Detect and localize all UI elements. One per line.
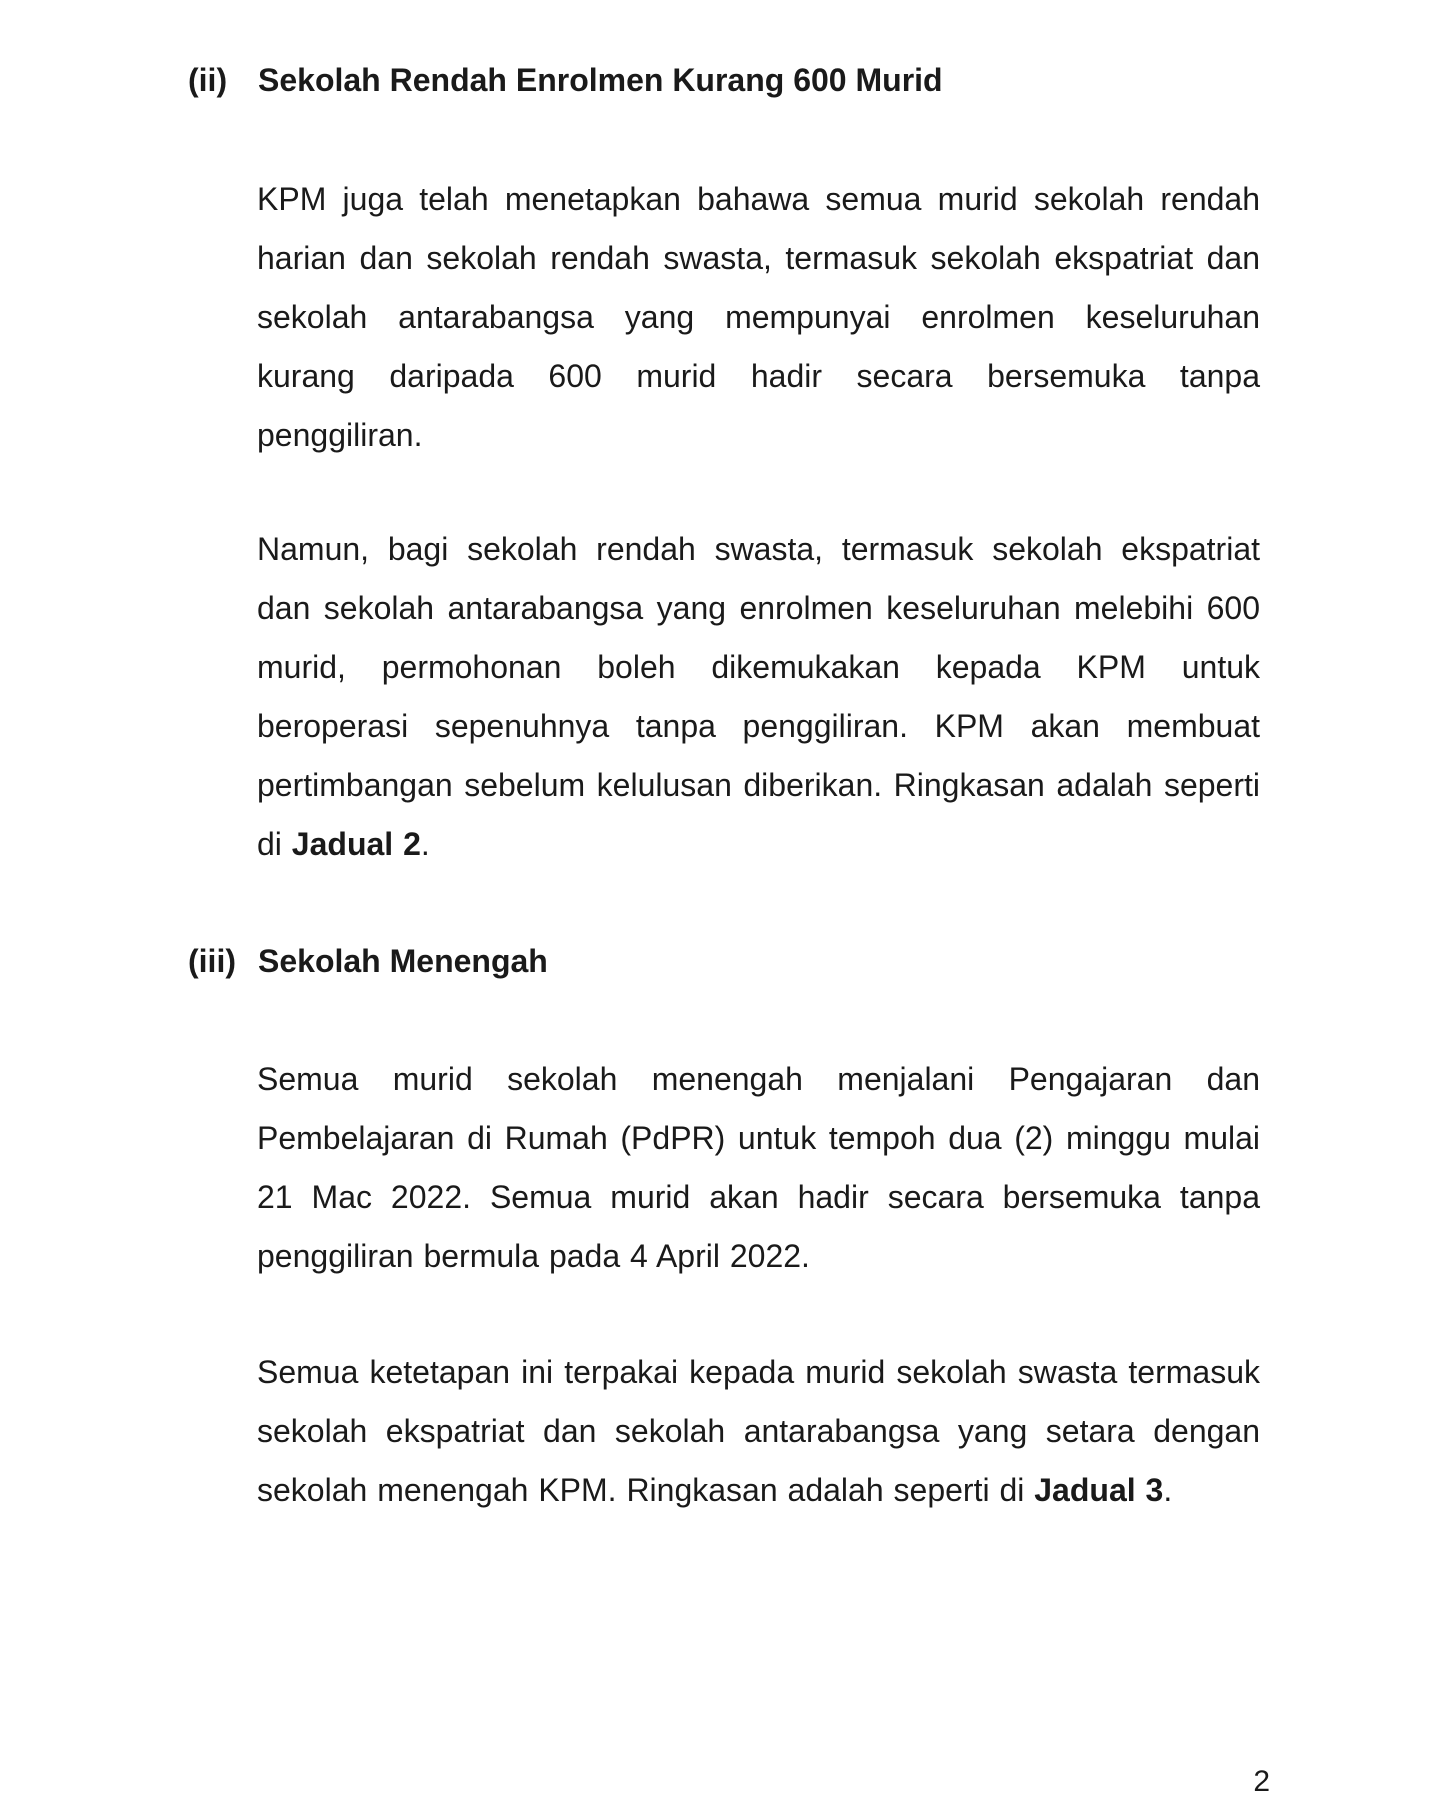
- paragraph: [257, 1343, 1260, 1520]
- paragraph: [257, 520, 1260, 874]
- paragraph: [257, 1050, 1260, 1286]
- paragraph-suffix: .: [1163, 1472, 1173, 1508]
- paragraph-text: Namun, bagi sekolah rendah swasta, termasuk sekolah ekspatriat dan sekolah antarabangsa yang enrolmen keseluruhan melebihi 600 murid, permohonan boleh dikemukakan kepada KPM untuk beroperasi sepenuhnya tanpa penggiliran. KPM akan membuat pertimbangan sebelum kelulusan diberikan. Ringkasan adalah seperti di: [257, 531, 1260, 862]
- section-heading-iii: [188, 941, 548, 981]
- table-reference: Jadual 3: [1034, 1472, 1164, 1508]
- section-title: Sekolah Menengah: [258, 943, 548, 979]
- page-number: 2: [1253, 1765, 1270, 1798]
- paragraph-text: KPM juga telah menetapkan bahawa semua murid sekolah rendah harian dan sekolah rendah swasta, termasuk sekolah ekspatriat dan sekolah antarabangsa yang mempunyai enrolmen keseluruhan kurang daripada 600 murid hadir secara bersemuka tanpa penggiliran.: [257, 181, 1260, 453]
- paragraph-suffix: .: [420, 826, 430, 862]
- paragraph-text: Semua murid sekolah menengah menjalani Pengajaran dan Pembelajaran di Rumah (PdPR) untuk tempoh dua (2) minggu mulai 21 Mac 2022. Semua murid akan hadir secara bersemuka tanpa penggiliran bermula pada 4 April 2022.: [257, 1061, 1260, 1274]
- paragraph: [257, 170, 1260, 465]
- section-title: Sekolah Rendah Enrolmen Kurang 600 Murid: [258, 62, 943, 98]
- paragraph-text: Semua ketetapan ini terpakai kepada murid sekolah swasta termasuk sekolah ekspatriat dan sekolah antarabangsa yang setara dengan sekolah menengah KPM. Ringkasan adalah seperti di: [257, 1354, 1260, 1508]
- section-heading-ii: [188, 60, 943, 100]
- table-reference: Jadual 2: [291, 826, 421, 862]
- section-number: (ii): [188, 62, 228, 98]
- section-number: (iii): [188, 943, 236, 979]
